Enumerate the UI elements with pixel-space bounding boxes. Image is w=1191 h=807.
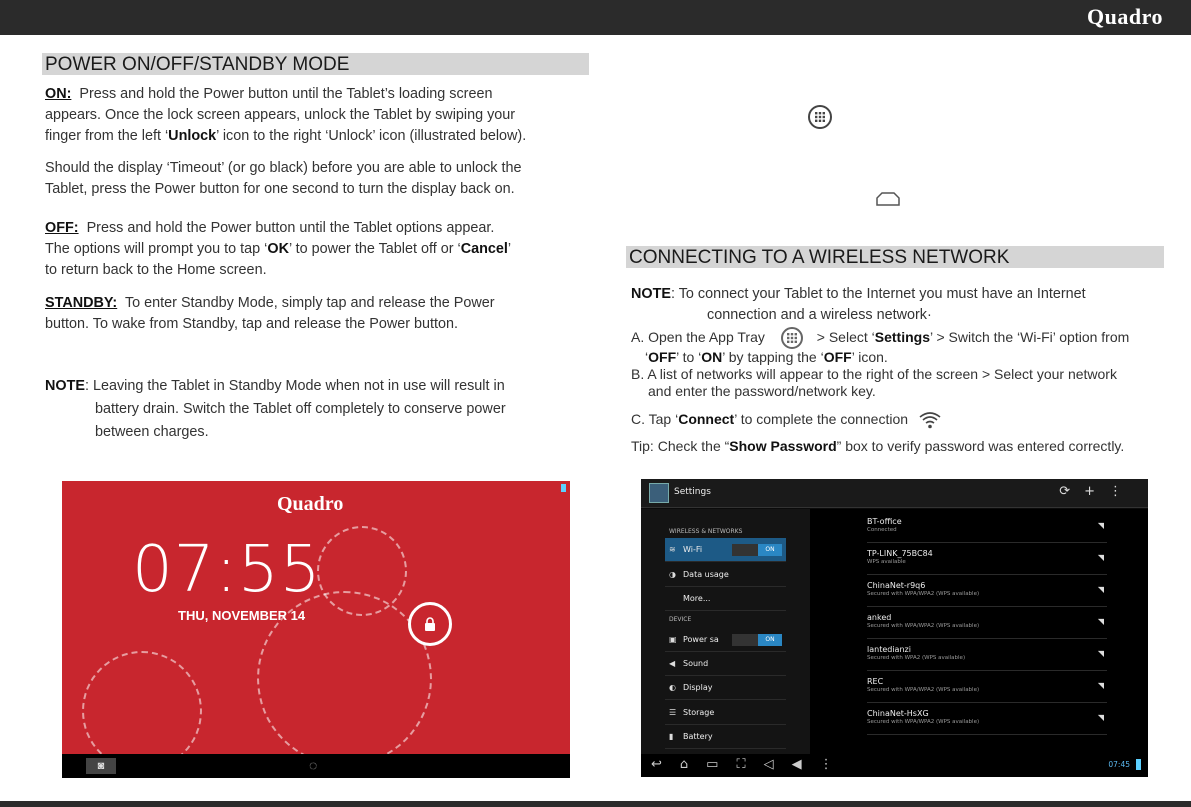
network-status: Secured with WPA/WPA2 (WPS available) (867, 687, 980, 693)
menu-icon[interactable]: ⋮ (819, 757, 851, 772)
wifi-signal-icon: ◥ (1097, 553, 1104, 562)
recents-icon[interactable]: ▭ (706, 757, 737, 772)
app-tray-icon (808, 105, 832, 129)
wifi-lock-icon: ◥ (1097, 649, 1104, 658)
wifi-icon: ≋ (669, 545, 676, 554)
network-status: Secured with WPA2 (WPS available) (867, 655, 966, 661)
network-status: Connected (867, 527, 897, 533)
standby-line-1: To enter Standby Mode, simply tap and release the Power (124, 295, 495, 311)
brand-logo: Quadro (1087, 4, 1163, 29)
off-line-3: to return back to the Home screen. (45, 262, 267, 278)
tip-text-2: ” box to verify password was entered correctly. (836, 438, 1125, 454)
settings-category-list (641, 509, 810, 754)
wifi-note-label: NOTE (631, 286, 671, 302)
off-line-2a: The options will prompt you to tap ‘ (45, 241, 268, 257)
standby-paragraph (45, 293, 605, 335)
step-b (631, 366, 1171, 400)
on-term: ON (701, 349, 723, 366)
decor-circle (317, 526, 407, 616)
wifi-lock-icon: ◥ (1097, 681, 1104, 690)
wifi-lock-icon: ◥ (1097, 617, 1104, 626)
settings-term: Settings (874, 329, 930, 345)
wifi-lock-icon: ◥ (1097, 585, 1104, 594)
display-icon: ◐ (669, 683, 676, 692)
on-label: ON: (45, 86, 72, 102)
off-term: OFF (648, 349, 677, 366)
settings-item-label: Storage (683, 708, 715, 717)
app-tray-icon (781, 327, 803, 349)
connect-term: Connect (678, 411, 735, 427)
network-name: lantedianzi (867, 645, 911, 654)
add-icon[interactable]: + (1084, 484, 1109, 499)
wifi-toggle[interactable] (732, 544, 782, 556)
network-item[interactable] (867, 517, 1104, 533)
settings-item-label: Sound (683, 659, 709, 668)
network-list (810, 509, 1148, 754)
step-c-text-1: C. Tap ‘ (631, 411, 679, 427)
app-tray-glyph (783, 329, 801, 347)
loading-icon: ◌ (309, 757, 318, 773)
wifi-icon (918, 410, 942, 430)
network-name: TP-LINK_75BC84 (867, 549, 933, 558)
divider (867, 542, 1107, 543)
note-line-1: : Leaving the Tablet in Standby Mode when not in use will result in (84, 378, 505, 394)
battery-icon: ▮ (669, 732, 674, 741)
storage-icon: ☰ (669, 708, 677, 717)
lock-glyph (424, 617, 436, 631)
network-name: anked (867, 613, 892, 622)
header-bar (0, 0, 1191, 35)
power-section-heading: POWER ON/OFF/STANDBY MODE (42, 53, 589, 75)
overflow-menu-icon[interactable]: ⋮ (1109, 484, 1136, 499)
divider (867, 638, 1107, 639)
note-line-3: between charges. (95, 424, 209, 440)
decor-circle (82, 651, 202, 771)
network-item[interactable] (867, 581, 1104, 597)
off-line-2e: ’ (507, 241, 512, 257)
toggle-state: ON (758, 544, 782, 556)
sound-icon: ◀ (669, 659, 676, 668)
divider (867, 670, 1107, 671)
standby-line-2: button. To wake from Standby, tap and release the Power button. (45, 316, 459, 332)
step-c (631, 409, 1171, 430)
battery-icon (1136, 759, 1141, 770)
settings-actions (1059, 484, 1136, 499)
unlock-term: Unlock (168, 128, 217, 144)
network-item[interactable] (867, 549, 1104, 565)
wifi-section-heading: CONNECTING TO A WIRELESS NETWORK (626, 246, 1164, 268)
off-label: OFF: (45, 220, 79, 236)
divider (867, 606, 1107, 607)
refresh-icon[interactable]: ⟳ (1059, 484, 1085, 499)
timeout-line-1: Should the display ‘Timeout’ (or go black) before you are able to unlock the (45, 160, 522, 176)
category-wireless: WIRELESS & NETWORKS (669, 528, 743, 535)
toggle-state: ON (758, 634, 782, 646)
settings-actionbar (641, 479, 1148, 508)
network-name: REC (867, 677, 884, 686)
footer-bar (0, 801, 1191, 807)
network-item[interactable] (867, 709, 1104, 725)
network-name: ChinaNet-HsXG (867, 709, 929, 718)
screenshot-icon[interactable]: ⛶ (736, 757, 764, 772)
network-status: Secured with WPA/WPA2 (WPS available) (867, 591, 980, 597)
off-line-1: Press and hold the Power button until the Tablet options appear. (86, 220, 495, 236)
off-term: OFF (823, 349, 852, 366)
home-icon (875, 191, 901, 207)
wifi-note-line-1: : To connect your Tablet to the Internet you must have an Internet (670, 286, 1086, 302)
settings-item-more[interactable] (665, 587, 786, 611)
wifi-signal-icon: ◥ (1097, 521, 1104, 530)
settings-item-label: Display (683, 683, 713, 692)
step-a-text-4: ‘ (645, 349, 649, 366)
lock-icon[interactable] (408, 602, 452, 646)
settings-item-label: Data usage (683, 570, 729, 579)
cancel-term: Cancel (460, 241, 508, 257)
data-usage-icon: ◑ (669, 570, 676, 579)
step-a-text-3: ’ > Switch the ‘Wi-Fi’ option from (929, 329, 1130, 345)
volume-up-icon[interactable]: ◀ (791, 757, 820, 772)
network-name: ChinaNet-r9q6 (867, 581, 926, 590)
show-password-term: Show Password (729, 438, 837, 454)
settings-item-label: Power sa (683, 635, 719, 644)
network-item[interactable] (867, 645, 1104, 661)
home-icon[interactable]: ⌂ (679, 757, 707, 772)
on-line-1: Press and hold the Power button until the Tablet’s loading screen (79, 86, 493, 102)
app-tray-glyph (810, 107, 830, 127)
timeout-line-2: Tablet, press the Power button for one second to turn the display back on. (45, 181, 515, 197)
network-status: WPS available (867, 559, 906, 565)
power-saving-icon: ▣ (669, 635, 677, 644)
step-a-text-2: > Select ‘ (816, 329, 875, 345)
step-c-text-2: ’ to complete the connection (734, 411, 909, 427)
power-saving-toggle[interactable] (732, 634, 782, 646)
power-on-paragraph (45, 84, 605, 147)
step-b-line-1: B. A list of networks will appear to the right of the screen > Select your network (631, 366, 1117, 382)
settings-item-wifi[interactable] (665, 538, 786, 562)
on-line-3a: finger from the left ‘ (45, 128, 169, 144)
settings-title: Settings (674, 487, 711, 497)
note-line-2: battery drain. Switch the Tablet off completely to conserve power (95, 401, 506, 417)
lock-navbar (62, 754, 570, 778)
wifi-lock-icon: ◥ (1097, 713, 1104, 722)
lock-brand: Quadro (277, 493, 344, 515)
battery-icon (561, 484, 566, 492)
timeout-paragraph (45, 158, 605, 200)
settings-screenshot (641, 479, 1148, 777)
lock-clock: 07:55 (132, 533, 322, 607)
lock-date: THU, NOVEMBER 14 (178, 608, 306, 623)
divider (867, 734, 1107, 735)
settings-item-power-saving[interactable] (665, 628, 786, 652)
wifi-note-line-2: connection and a wireless network· (707, 307, 932, 323)
settings-item-label: More... (683, 594, 711, 603)
settings-navbar (641, 754, 1148, 777)
settings-item-display[interactable] (665, 676, 786, 700)
standby-label: STANDBY: (45, 295, 118, 311)
network-item[interactable] (867, 613, 1104, 629)
divider (867, 574, 1107, 575)
volume-down-icon[interactable]: ◁ (763, 757, 792, 772)
step-a (631, 327, 1171, 368)
network-status: Secured with WPA/WPA2 (WPS available) (867, 623, 980, 629)
step-a-text-5: ’ to ‘ (676, 349, 702, 366)
settings-item-data-usage[interactable] (665, 563, 786, 587)
step-b-line-2: and enter the password/network key. (648, 383, 876, 399)
tip-text-1: Tip: Check the “ (631, 438, 730, 454)
wifi-note (631, 284, 1171, 326)
settings-item-battery[interactable] (665, 725, 786, 749)
settings-item-label: Battery (683, 732, 713, 741)
step-a-text-1: A. Open the App Tray (631, 329, 765, 345)
status-clock: 07:45 (1108, 760, 1130, 769)
network-status: Secured with WPA/WPA2 (WPS available) (867, 719, 980, 725)
note-label: NOTE (45, 378, 85, 394)
nav-buttons (651, 757, 851, 772)
settings-item-storage[interactable] (665, 701, 786, 725)
settings-app-icon (649, 483, 669, 503)
tip-line (631, 436, 1171, 457)
back-icon[interactable]: ↩ (651, 757, 680, 772)
lock-screen-screenshot (62, 481, 570, 778)
power-note-paragraph (45, 375, 605, 444)
network-item[interactable] (867, 677, 1104, 693)
on-line-3c: ’ icon to the right ‘Unlock’ icon (illustrated below). (216, 128, 527, 144)
ok-term: OK (267, 241, 289, 257)
category-device: DEVICE (669, 616, 692, 623)
power-off-paragraph (45, 218, 605, 281)
camera-icon[interactable]: ◙ (86, 758, 116, 774)
step-a-text-7: ’ icon. (851, 349, 888, 366)
settings-item-sound[interactable] (665, 652, 786, 676)
off-line-2c: ’ to power the Tablet off or ‘ (288, 241, 461, 257)
on-line-2: appears. Once the lock screen appears, unlock the Tablet by swiping your (45, 107, 516, 123)
network-name: BT-office (867, 517, 902, 526)
divider (867, 702, 1107, 703)
settings-item-label: Wi-Fi (683, 545, 703, 554)
step-a-text-6: ’ by tapping the ‘ (722, 349, 824, 366)
